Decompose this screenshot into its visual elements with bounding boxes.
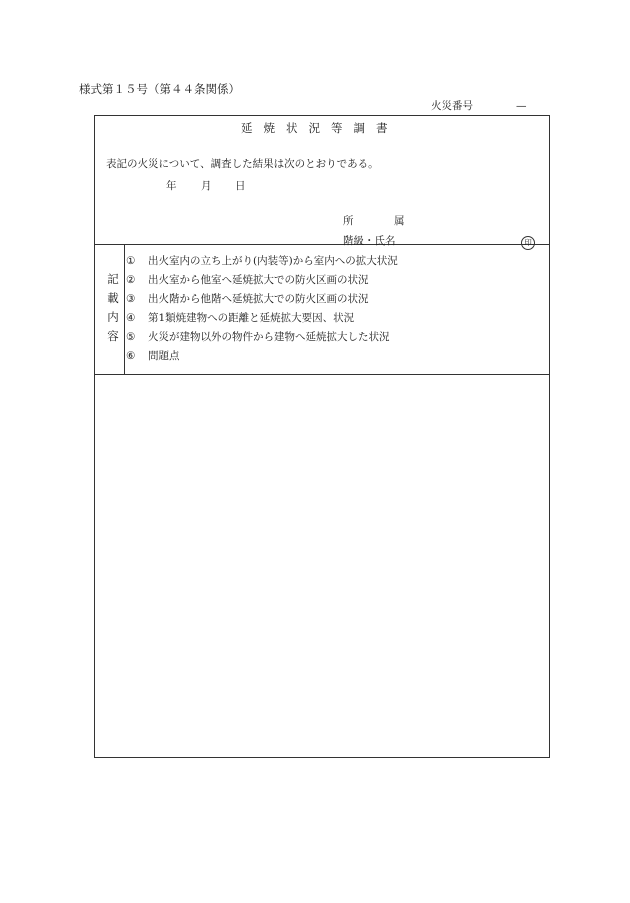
item-number: ① xyxy=(126,255,136,267)
title-char: 況 xyxy=(308,121,320,135)
document-title xyxy=(241,121,399,135)
date-year-label: 年 xyxy=(166,180,177,192)
contents-label-char: 内 xyxy=(107,310,119,324)
content-item xyxy=(126,312,354,325)
date-month-label: 月 xyxy=(201,180,212,192)
item-text: 出火室内の立ち上がり(内装等)から室内への拡大状況 xyxy=(148,255,398,267)
item-number: ④ xyxy=(126,312,136,324)
seal-mark: 印 xyxy=(521,236,535,250)
section-divider-top xyxy=(95,244,549,245)
date-day-label: 日 xyxy=(235,180,246,192)
affiliation-label-2: 属 xyxy=(394,215,405,227)
item-number: ⑤ xyxy=(126,331,136,343)
fire-number-label: 火災番号 xyxy=(431,100,473,112)
title-char: 調 xyxy=(353,121,365,135)
contents-label-char: 容 xyxy=(107,329,119,343)
item-text: 問題点 xyxy=(148,350,180,362)
item-number: ③ xyxy=(126,293,136,305)
item-text: 出火階から他階へ延焼拡大での防火区画の状況 xyxy=(148,293,369,305)
affiliation-label-1: 所 xyxy=(343,215,354,227)
title-char: 書 xyxy=(376,121,388,135)
fire-number-value: — xyxy=(516,100,527,112)
rank-name-label: 階級・氏名 xyxy=(343,235,396,247)
content-item xyxy=(126,274,369,287)
title-char: 延 xyxy=(241,121,253,135)
title-char: 焼 xyxy=(263,121,275,135)
description-writing-area[interactable] xyxy=(95,374,549,757)
title-char: 状 xyxy=(286,121,298,135)
contents-label-divider xyxy=(124,244,125,374)
intro-statement: 表記の火災について、調査した結果は次のとおりである。 xyxy=(106,158,379,170)
item-number: ⑥ xyxy=(126,350,136,362)
content-item xyxy=(126,293,369,306)
content-item xyxy=(126,331,390,344)
contents-label-char: 記 xyxy=(107,272,119,286)
contents-label-char: 載 xyxy=(107,291,119,305)
contents-label xyxy=(106,270,120,346)
item-text: 出火室から他室へ延焼拡大での防火区画の状況 xyxy=(148,274,369,286)
item-text: 火災が建物以外の物件から建物へ延焼拡大した状況 xyxy=(148,331,390,343)
item-number: ② xyxy=(126,274,136,286)
title-char: 等 xyxy=(331,121,343,135)
item-text: 第1類焼建物への距離と延焼拡大要因、状況 xyxy=(148,312,355,324)
content-item xyxy=(126,350,180,363)
content-item xyxy=(126,255,398,268)
form-number: 様式第１５号（第４４条関係） xyxy=(79,82,240,96)
